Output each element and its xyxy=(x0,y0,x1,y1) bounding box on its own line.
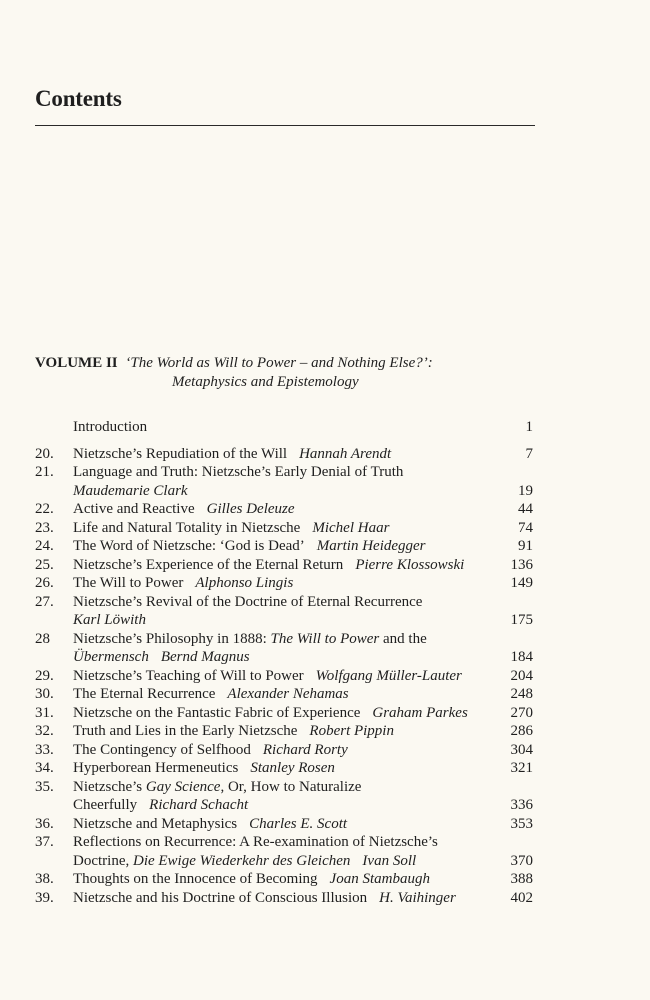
toc-entry-34[interactable] xyxy=(35,759,535,778)
toc-entry-38[interactable] xyxy=(35,870,535,889)
entry-number: 21. xyxy=(35,464,54,480)
entry-page: 91 xyxy=(518,538,533,554)
volume-subtitle: Metaphysics and Epistemology xyxy=(172,374,359,390)
toc-entry-32[interactable] xyxy=(35,722,535,741)
entry-author: Richard Schacht xyxy=(149,797,249,813)
title-rule xyxy=(35,125,535,126)
entry-author: Joan Stambaugh xyxy=(329,871,430,887)
entry-title: Introduction xyxy=(73,419,148,435)
entry-author: Graham Parkes xyxy=(372,704,468,721)
entry-title: The Contingency of Selfhood xyxy=(73,741,251,758)
entry-title: Nietzsche’s Revival of the Doctrine of Eternal Recurrence xyxy=(73,593,423,610)
entry-page: 388 xyxy=(510,871,533,887)
entry-title-cont: , Or, How to Naturalize xyxy=(220,778,362,795)
entry-number: 28 xyxy=(35,630,50,647)
entry-number: 39. xyxy=(35,889,54,906)
entry-page: 7 xyxy=(525,445,533,462)
entry-author: Alphonso Lingis xyxy=(195,575,294,591)
entry-author: Michel Haar xyxy=(312,519,390,536)
entry-title: The Word of Nietzsche: ‘God is Dead’ xyxy=(73,538,305,554)
entry-title: Nietzsche on the Fantastic Fabric of Experience xyxy=(73,704,361,721)
toc-entry-22[interactable] xyxy=(35,500,535,519)
entry-title: Thoughts on the Innocence of Becoming xyxy=(73,871,318,887)
entry-page: 370 xyxy=(510,852,533,869)
entry-author: Robert Pippin xyxy=(309,723,394,739)
entry-title: The Eternal Recurrence xyxy=(73,686,216,702)
entry-number: 35. xyxy=(35,778,54,795)
entry-page: 44 xyxy=(518,501,533,517)
entry-author: Wolfgang Müller-Lauter xyxy=(315,667,462,684)
entry-page: 402 xyxy=(510,889,533,906)
entry-number: 37. xyxy=(35,834,54,850)
toc-entry-25[interactable] xyxy=(35,556,535,575)
entry-page: 286 xyxy=(510,723,533,739)
toc-entry-37[interactable] xyxy=(35,833,535,870)
entry-title-cont: and the xyxy=(383,630,427,647)
toc-entry-26[interactable] xyxy=(35,574,535,593)
entry-number: 38. xyxy=(35,871,54,887)
entry-page: 136 xyxy=(510,556,533,573)
entry-author: Maudemarie Clark xyxy=(73,482,188,499)
entry-author: Martin Heidegger xyxy=(316,538,426,554)
entry-author: H. Vaihinger xyxy=(379,889,456,906)
entry-number: 34. xyxy=(35,760,54,776)
toc-entry-28[interactable] xyxy=(35,630,535,667)
entry-number: 26. xyxy=(35,575,54,591)
entry-page: 204 xyxy=(510,667,533,684)
entry-title: Nietzsche’s Philosophy in 1888: xyxy=(73,630,267,647)
entry-number: 36. xyxy=(35,815,54,832)
entry-title: Nietzsche and Metaphysics xyxy=(73,815,238,832)
entry-author: Bernd Magnus xyxy=(160,649,250,665)
entry-number: 22. xyxy=(35,501,54,517)
entry-page: 353 xyxy=(510,815,533,832)
toc-entry-27[interactable] xyxy=(35,593,535,630)
entry-page: 270 xyxy=(510,704,533,721)
entry-page: 19 xyxy=(518,482,533,499)
entry-title-italic: The Will to Power xyxy=(270,630,380,647)
toc-entry-introduction[interactable] xyxy=(35,418,535,437)
entry-title-cont-2: Cheerfully xyxy=(73,797,138,813)
entry-title: Nietzsche’s Experience of the Eternal Return xyxy=(73,556,344,573)
entry-number: 27. xyxy=(35,593,54,610)
entry-number: 29. xyxy=(35,667,54,684)
toc-entry-29[interactable] xyxy=(35,667,535,686)
entry-author: Charles E. Scott xyxy=(249,815,348,832)
entry-title-cont: Doctrine, xyxy=(73,852,130,869)
entry-title: The Will to Power xyxy=(73,575,184,591)
entry-number: 23. xyxy=(35,519,54,536)
entry-number: 20. xyxy=(35,445,54,462)
toc-entry-31[interactable] xyxy=(35,704,535,723)
entry-number: 32. xyxy=(35,723,54,739)
entry-author: Hannah Arendt xyxy=(299,445,392,462)
toc-entry-20[interactable] xyxy=(35,445,535,464)
entry-title: Nietzsche’s Teaching of Will to Power xyxy=(73,667,304,684)
entry-number: 30. xyxy=(35,686,54,702)
entry-title-italic-2: Übermensch xyxy=(73,649,149,665)
entry-number: 24. xyxy=(35,538,54,554)
entry-author: Stanley Rosen xyxy=(250,760,335,776)
toc-entry-24[interactable] xyxy=(35,537,535,556)
page-title: Contents xyxy=(35,86,122,111)
entry-page: 321 xyxy=(510,760,533,776)
entry-title: Reflections on Recurrence: A Re-examination of Nietzsche’s xyxy=(73,834,438,850)
toc-entry-30[interactable] xyxy=(35,685,535,704)
entry-title: Hyperborean Hermeneutics xyxy=(73,760,239,776)
toc-entry-23[interactable] xyxy=(35,519,535,538)
entry-page: 248 xyxy=(510,686,533,702)
entry-author: Gilles Deleuze xyxy=(206,501,295,517)
volume-heading xyxy=(35,354,595,392)
entry-title-italic: Gay Science xyxy=(145,778,221,795)
entry-author: Alexander Nehamas xyxy=(227,686,349,702)
toc-entry-39[interactable] xyxy=(35,889,535,908)
entry-title: Active and Reactive xyxy=(73,501,195,517)
toc-entry-21[interactable] xyxy=(35,463,535,500)
entry-title: Life and Natural Totality in Nietzsche xyxy=(73,519,301,536)
entry-page: 1 xyxy=(525,419,533,435)
entry-title: Nietzsche and his Doctrine of Conscious Illusion xyxy=(73,889,368,906)
entry-page: 149 xyxy=(510,575,533,591)
entry-title: Nietzsche’s Repudiation of the Will xyxy=(73,445,288,462)
table-of-contents xyxy=(35,418,535,907)
volume-title: ‘The World as Will to Power – and Nothing Else?’: xyxy=(125,355,433,371)
entry-author: Pierre Klossowski xyxy=(355,556,465,573)
entry-author: Richard Rorty xyxy=(262,741,348,758)
entry-title: Nietzsche’s xyxy=(73,778,143,795)
entry-page: 175 xyxy=(510,612,533,628)
entry-title-italic: Die Ewige Wiederkehr des Gleichen xyxy=(132,852,351,869)
entry-title: Truth and Lies in the Early Nietzsche xyxy=(73,723,298,739)
entry-number: 33. xyxy=(35,741,54,758)
entry-page: 74 xyxy=(518,519,533,536)
entry-page: 184 xyxy=(510,649,533,665)
entry-number: 25. xyxy=(35,556,54,573)
toc-entry-35[interactable] xyxy=(35,778,535,815)
entry-page: 336 xyxy=(510,797,533,813)
entry-number: 31. xyxy=(35,704,54,721)
volume-label: VOLUME II xyxy=(35,355,118,371)
entry-author: Karl Löwith xyxy=(73,612,146,628)
toc-entry-36[interactable] xyxy=(35,815,535,834)
entry-title: Language and Truth: Nietzsche’s Early Denial of Truth xyxy=(73,464,404,480)
toc-entry-33[interactable] xyxy=(35,741,535,760)
entry-author: Ivan Soll xyxy=(362,852,417,869)
entry-page: 304 xyxy=(510,741,533,758)
